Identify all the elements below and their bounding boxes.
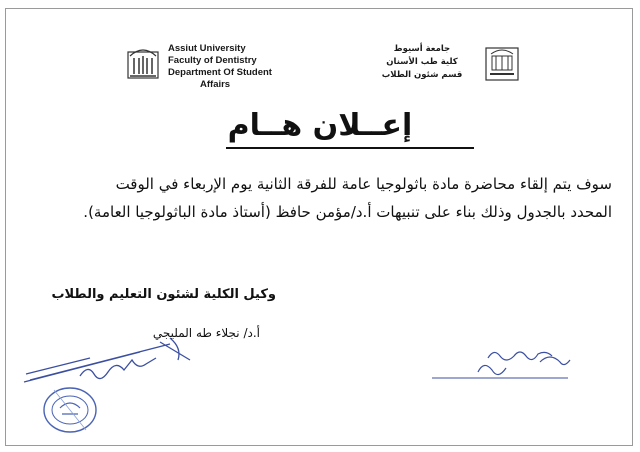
faculty-logo-icon — [483, 42, 521, 82]
signatory-name: أ.د/ نجلاء طه المليجي — [152, 326, 260, 340]
header-ar-faculty: كلية طب الأسنان — [386, 57, 458, 67]
signatory-title: وكيل الكلية لشئون التعليم والطلاب — [51, 287, 276, 302]
title-underline — [226, 147, 474, 149]
header-line-affairs: Affairs — [200, 79, 231, 90]
body-line-2: المحدد بالجدول وذلك بناء على تنبيهات أ.د/مؤمن حافظ (أستاذ مادة الباثولوجيا العامة). — [83, 203, 612, 221]
handwritten-signature-right — [428, 340, 578, 388]
faculty-stamp-icon — [40, 380, 100, 440]
header-line-department: Department Of Student — [168, 67, 272, 78]
announcement-body — [22, 170, 612, 226]
header-ar-university: جامعة أسيوط — [393, 44, 451, 54]
header-line-faculty: Faculty of Dentistry — [168, 55, 257, 66]
body-line-1: سوف يتم إلقاء محاضرة مادة باثولوجيا عامة للفرقة الثانية يوم الإربعاء في الوقت — [115, 175, 612, 193]
header-line-university: Assiut University — [168, 43, 246, 54]
english-header — [168, 43, 288, 91]
announcement-title: إعــلان هــام — [227, 108, 413, 143]
university-logo-icon — [124, 42, 162, 82]
header-ar-department: قسم شئون الطلاب — [381, 70, 463, 80]
arabic-header — [370, 43, 474, 82]
